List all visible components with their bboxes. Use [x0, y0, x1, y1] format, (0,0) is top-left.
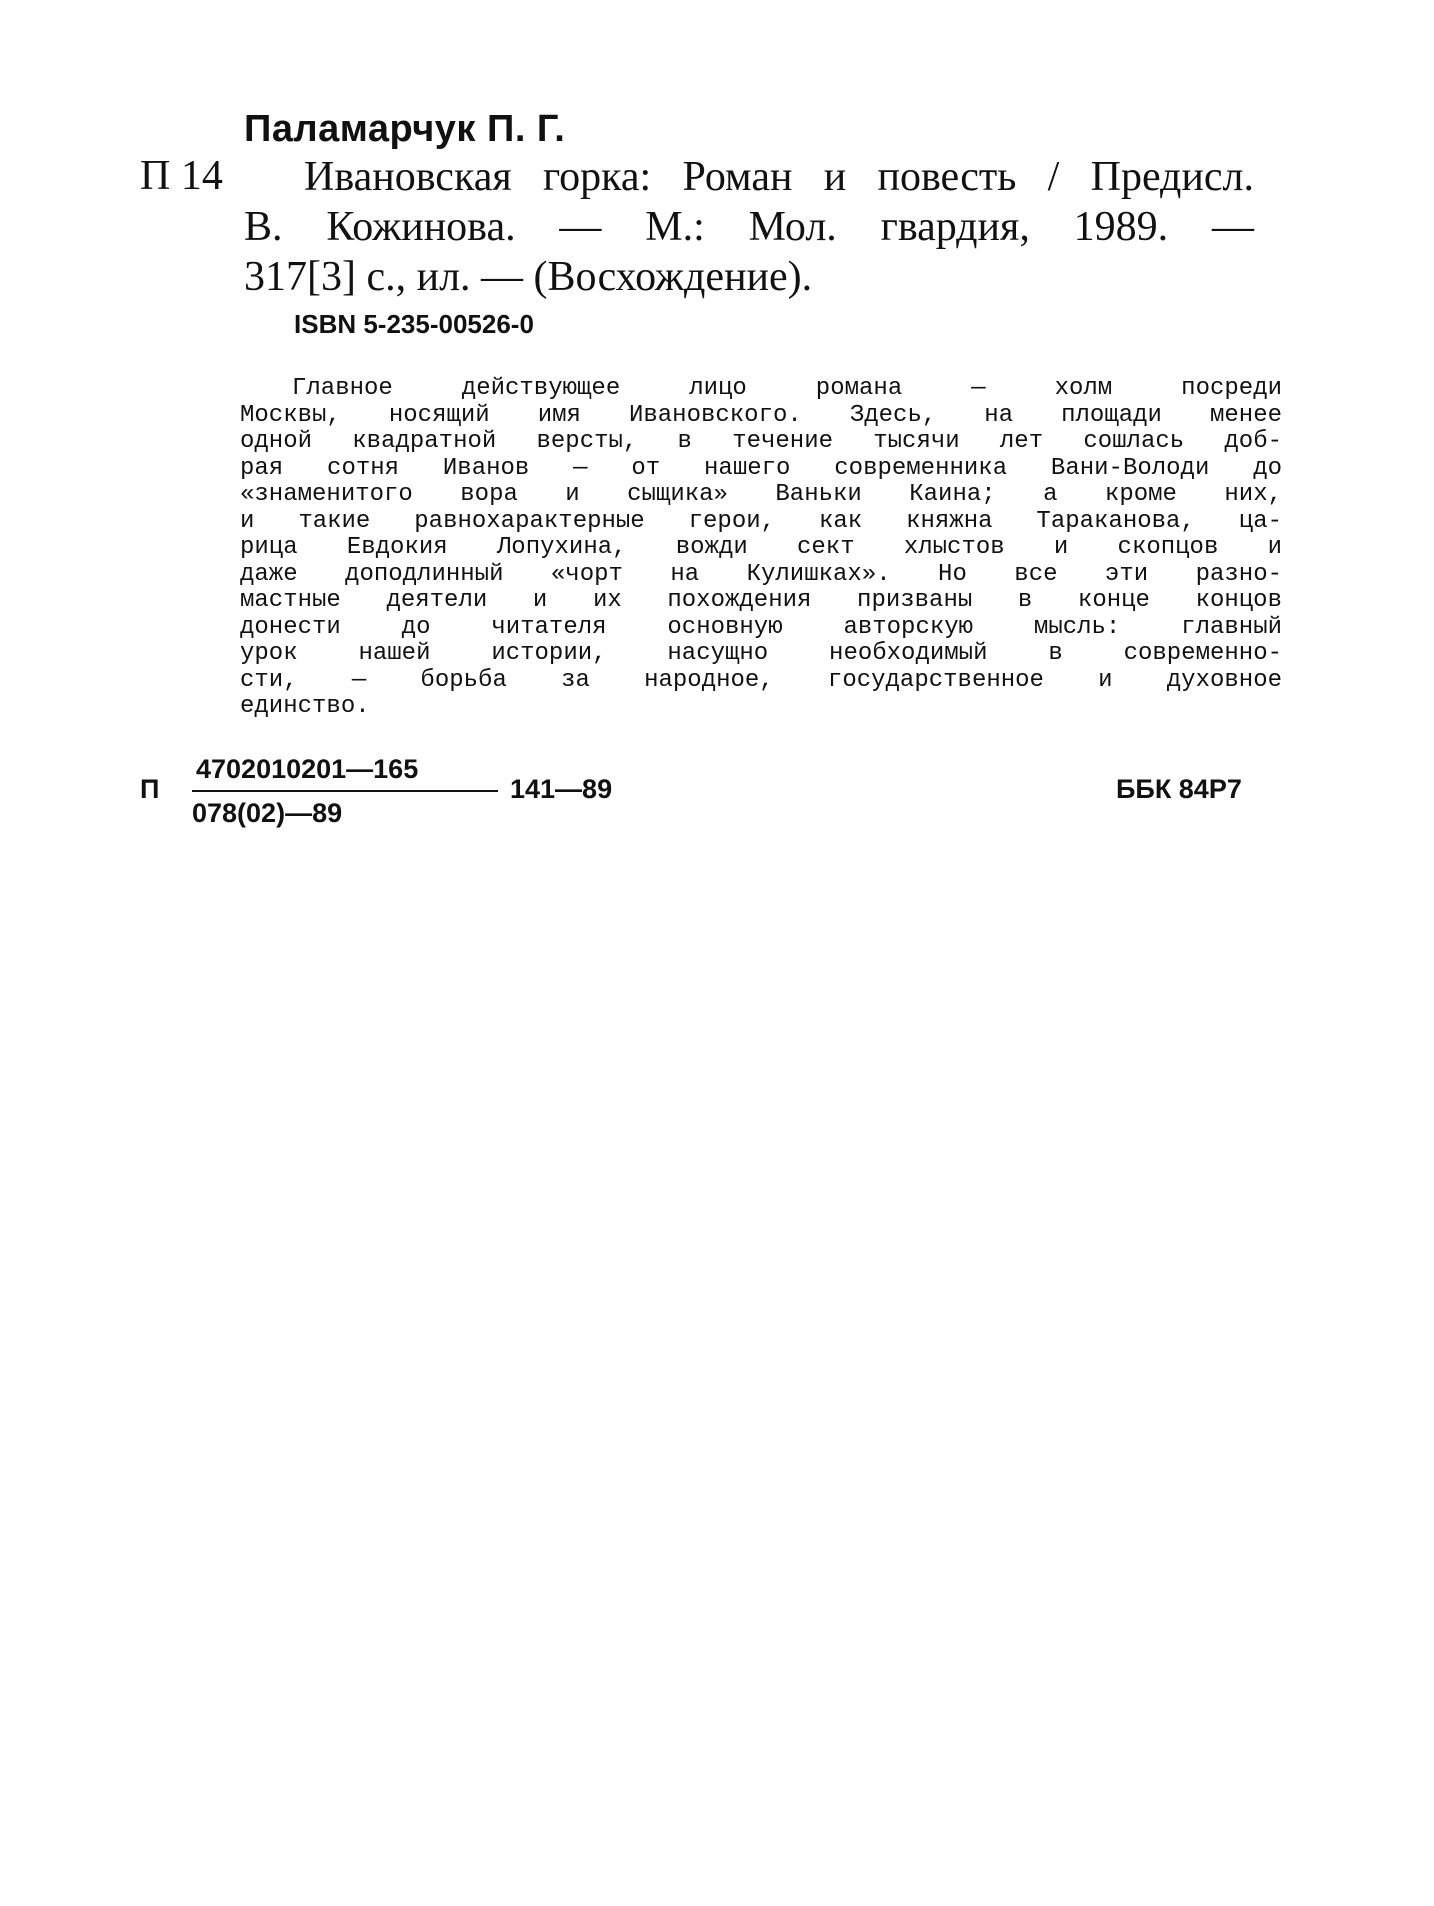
annotation-line: и такие равнохарактерные герои, как княжна Тараканова, ца-	[240, 507, 1282, 535]
annotation-line: рица Евдокия Лопухина, вожди сект хлыстов и скопцов и	[240, 534, 1282, 561]
annotation-line: рая сотня Иванов — от нашего современника Вани-Володи до	[240, 454, 1282, 482]
order-number: 141—89	[510, 774, 613, 804]
classification-denominator: 078(02)—89	[192, 798, 343, 828]
annotation-line: мастные деятели и их похождения призваны в конце концов	[240, 587, 1282, 614]
title-line: В. Кожинова. — М.: Мол. гвардия, 1989. —	[244, 204, 1254, 250]
annotation-line: одной квадратной версты, в течение тысячи лет сошлась доб-	[240, 428, 1282, 455]
title-line: 317[3] с., ил. — (Восхождение).	[244, 254, 813, 300]
annotation-line: Главное действующее лицо романа — холм посреди	[292, 375, 1282, 402]
annotation	[240, 376, 1282, 721]
isbn: ISBN 5-235-00526-0	[294, 309, 534, 339]
bbk-code: ББК 84Р7	[1116, 774, 1242, 804]
annotation-line: донести до читателя основную авторскую мысль: главный	[240, 613, 1282, 641]
bibliographic-description	[244, 152, 1254, 302]
fraction-bar	[192, 790, 498, 792]
title-line: Ивановская горка: Роман и повесть / Предисл.	[304, 154, 1254, 200]
classification-line	[0, 750, 1434, 840]
annotation-line: Москвы, носящий имя Ивановского. Здесь, на площади менее	[240, 401, 1282, 429]
classification-numerator: 4702010201—165	[196, 754, 419, 784]
annotation-line: урок нашей истории, насущно необходимый в современно-	[240, 640, 1282, 667]
annotation-line: единство.	[240, 693, 370, 720]
annotation-line: даже доподлинный «чорт на Кулишках». Но все эти разно-	[240, 560, 1282, 588]
catalog-code: П 14	[140, 153, 223, 199]
classification-letter: П	[140, 774, 160, 804]
author-heading: Паламарчук П. Г.	[244, 108, 566, 150]
annotation-line: сти, — борьба за народное, государственное и духовное	[240, 666, 1282, 694]
annotation-line: «знаменитого вора и сыщика» Ваньки Каина; а кроме них,	[240, 481, 1282, 508]
